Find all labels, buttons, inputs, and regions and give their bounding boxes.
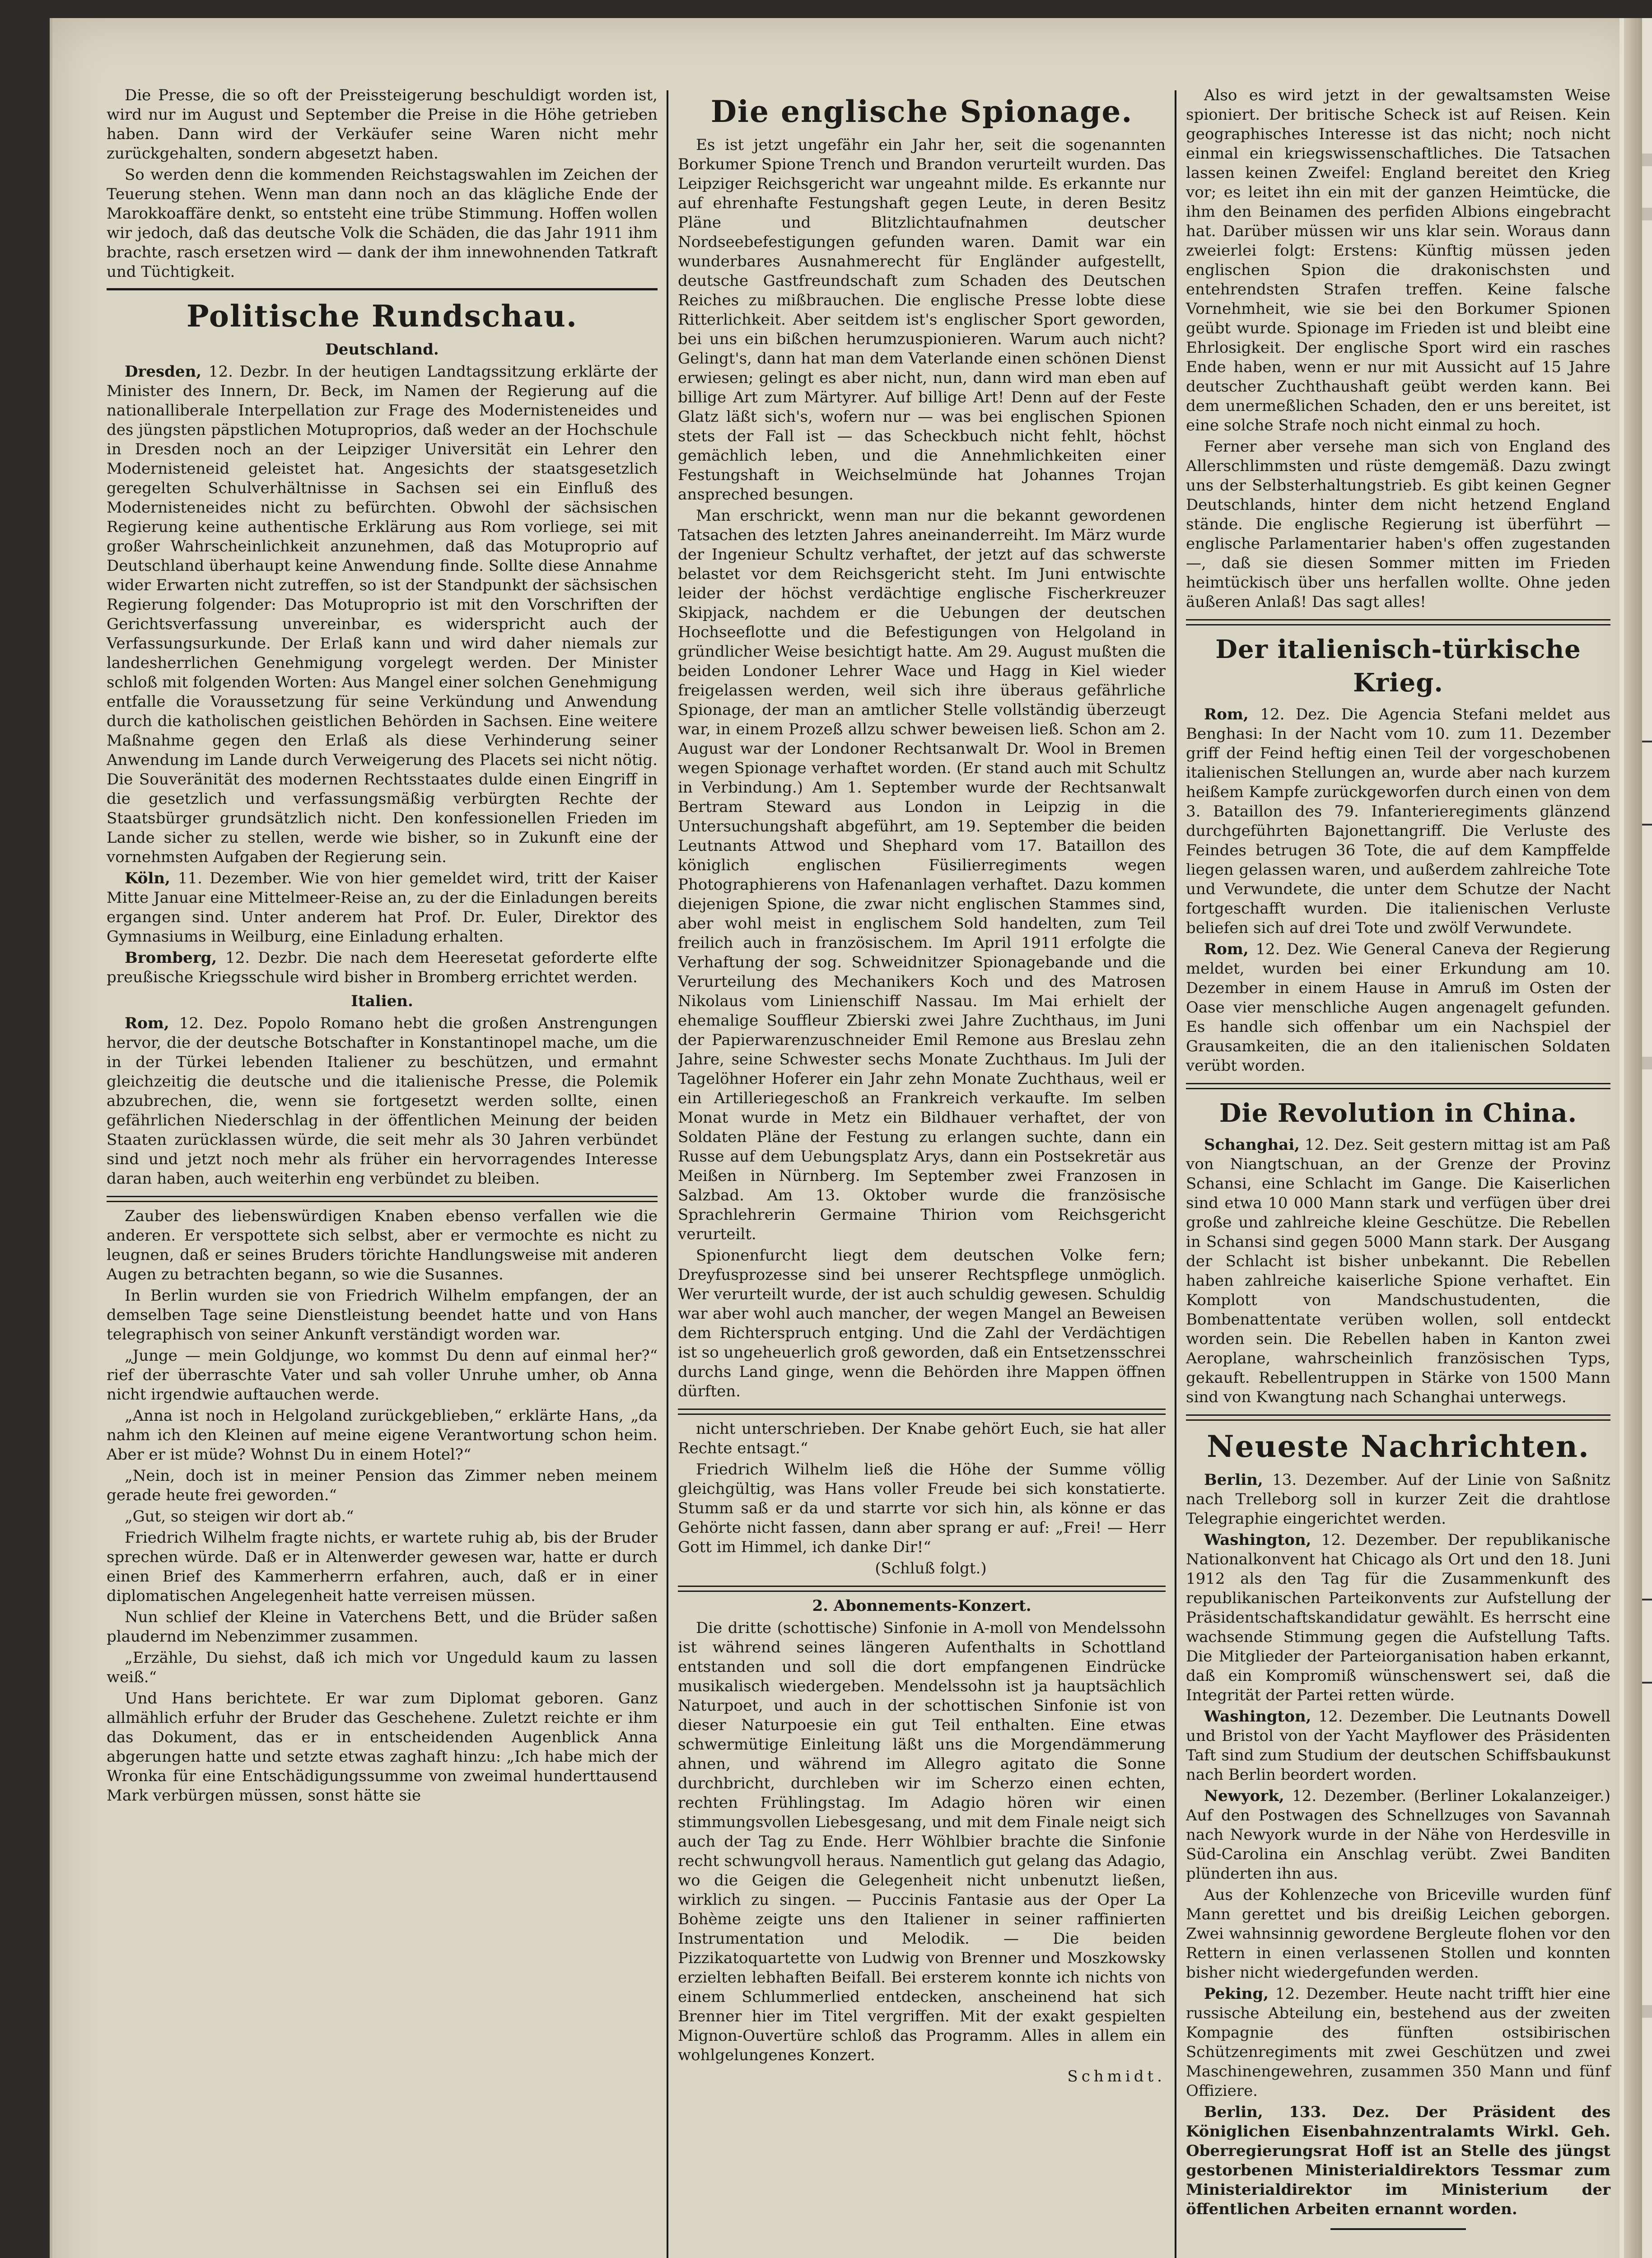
dateline: Peking, [1204,1985,1275,2003]
column-3 [1186,86,1610,2239]
dateline: Dresden, [125,363,209,381]
page-edge [1624,18,1642,2258]
section-rule [1186,1414,1610,1421]
dateline: Köln, [125,869,178,887]
feuilleton-paragraph: „Nein, doch ist in meiner Pension das Zimmer neben meinem gerade heute frei geworden.“ [107,1467,658,1504]
paragraph-text: 12. Dezember. Die Leutnants Dowell und Bristol von der Yacht Mayflower des Präsidenten Taft sind zum Studium der deutschen Schiffsbaukunst nach Berlin beordert worden. [1186,1707,1611,1784]
end-rule [1330,2228,1466,2230]
paragraph: Man erschrickt, wenn man nur die bekannt gewordenen Tatsachen des letzten Jahres aneinanderreiht. Im März wurde der Ingenieur Schultz verhaftet, der jetzt auf das schwerste belastet vor dem Reichsgericht steht. Im Juni entwischte leider der höchst verdächtige englische Fischerkreuzer Skipjack, nachdem er die Uebungen der deutschen Hochseeflotte und die Befestigungen von Helgoland in gründlicher Weise besichtigt hatte. Am 29. August mußten die beiden Londoner Lehrer Wace und Hagg in Kiel wieder freigelassen werden, weil sich ihre überaus gefährliche Spionage, der man an amtlicher Stelle vollständig überzeugt war, in einem Prozeß allzu schwer beweisen ließ. Schon am 2. August war der Londoner Rechtsanwalt Dr. Wool in Bremen wegen Spionage verhaftet worden. (Er stand auch mit Schultz in Verbindung.) Am 1. September wurde der Rechtsanwalt Bertram Steward aus London in Leipzig in die Untersuchungshaft abgeführt, am 19. September die beiden Leutnants Attwod und Shephard vom 17. Bataillon des königlich englischen Füsilierregiments wegen Photographierens von Hafenanlagen verhaftet. Dazu kommen diejenigen Spione, die zwar nicht englischen Stammes sind, aber wohl meist in englischem Sold handelten, zum Teil freilich auch in französischem. Im April 1911 erfolgte die Verhaftung der sog. Schweidnitzer Spionagebande und die Verurteilung des Mechanikers Koch und des Matrosen Nikolaus vom Linienschiff Nassau. Im Mai erhielt der ehemalige Souffleur Zbierski zwei Jahre Zuchthaus, im Juni der Papierwarenzuschneider Emil Remone aus Breslau zehn Jahre, seine Schwester sechs Monate Zuchthaus. Im Juli der Tagelöhner Hoferer ein Jahr zehn Monate Zuchthaus, weil er ein Artilleriegeschoß an Frankreich verkaufte. Im selben Monat wurde in Metz ein Bildhauer verhaftet, der von Soldaten Pläne der Festung zu erlangen suchte, dann ein Russe auf dem Uebungsplatz Arys, dann ein Postsekretär aus Meißen in Nürnberg. Im September zwei Franzosen in Salzbad. Am 13. Oktober wurde die französische Sprachlehrerin Germaine Thirion vom Reichsgericht verurteilt. [678,507,1166,1243]
paragraph-text: 12. Dez. Wie General Caneva der Regierung meldet, wurden bei einer Erkundung am 10. Dezember in einem Hause in Amruß im Osten der Oase vier menschliche Augen angenagelt gefunden. Es handle sich offenbar um ein Nachspiel der Grausamkeiten, die an den italienischen Soldaten verübt worden. [1186,940,1610,1075]
feuilleton-rule [107,1196,658,1202]
paragraph-text: 11. Dezember. Wie von hier gemeldet wird, tritt der Kaiser Mitte Januar eine Mittelmeer-Reise an, zu der die Einladungen bereits ergangen sind. Unter anderem hat Prof. Dr. Euler, Direktor des Gymnasiums in Weilburg, eine Einladung erhalten. [107,869,658,946]
news-paragraph [1186,1984,1610,2101]
italien-subheading: Italien. [351,992,413,1010]
konzert-text: Die dritte (schottische) Sinfonie in A-moll von Mendelssohn ist während seines längeren Aufenthalts in Schottland entstanden und soll die dort empfangenen Eindrücke musikalisch wiedergeben. Mendelssohn ist ja hauptsächlich Naturpoet, und auch in der schottischen Sinfonie ist von dieser Naturpoesie ein gut Teil enthalten. Eine etwas schwermütige Einleitung läßt uns die Morgendämmerung ahnen, und während im Allegro agitato die Sonne durchbricht, durchleben wir im Scherzo einen echten, rechten Frühlingstag. Im Adagio hören wir einen stimmungsvollen Liebesgesang, und mit dem Finale neigt sich auch der Tag zu Ende. Herr Wöhlbier brachte die Sinfonie recht schwungvoll heraus. Namentlich gut gelang das Adagio, wo die Geigen die Gelegenheit nicht unbenutzt ließen, wirklich zu singen. — Puccinis Fantasie aus der Oper La Bohème zeigte uns den Italiener in seiner raffinierten Instrumentation und Melodik. — Die beiden Pizzikatoquartette von Ludwig von Brenner und Moszkowsky erzielten lebhaften Beifall. Bei ersterem konnte ich nichts von einem Schlummerlied entdecken, anscheinend hat sich Brenner hier im Titel vergriffen. Mit der exakt gespielten Mignon-Ouvertüre schloß das Programm. Alles in allem ein wohlgelungenes Konzert. [678,1619,1166,2064]
news-paragraph [107,362,658,867]
paragraph-text: 12. Dez. Popolo Romano hebt die großen Anstrengungen hervor, die der deutsche Botschafter in Konstantinopel mache, um die in der Türkei lebenden Italiener zu beschützen, und ermahnt gleichzeitig die deutsche und die italienische Presse, die Polemik abzubrechen, die, wenn sie fortgesetzt werden sollte, einen gefährlichen Niederschlag in der öffentlichen Meinung der beiden Staaten zurücklassen würde, die seit mehr als 30 Jahren verbündet sind und jetzt noch mehr als früher ein hervorragendes Interesse daran haben, auch weiterhin eng verbündet zu bleiben. [107,1014,658,1188]
col3-paragraph: Ferner aber versehe man sich von England des Allerschlimmsten und rüste demgemäß. Dazu zwingt uns der Selbsterhaltungstrieb. Es gibt keinen Gegner Deutschlands, hinter dem nicht hetzend England stände. Die englische Regierung ist überführt — englische Parlamentarier haben's offen zugestanden —, daß sie diesen Sommer mitten im Frieden heimtückisch über uns herfallen wollte. Ohne jeden äußeren Anlaß! Das sagt alles! [1186,438,1610,611]
column-divider [667,90,668,2258]
col3-paragraph: Also es wird jetzt in der gewaltsamsten Weise spioniert. Der britische Scheck ist auf Reisen. Kein geographisches Interesse ist das nicht; noch nicht einmal ein kriegswissenschaftliches. Die Tatsachen lassen keinen Zweifel: England bereitet den Krieg vor; es leitet ihn ein mit der ganzen Heimtücke, die ihm den Beinamen des perfiden Albions eingebracht hat. Darüber müssen wir uns klar sein. Woraus dann zweierlei folgt: Erstens: Künftig müssen jeden englischen Spion die drakonischsten und entehrendsten Strafen treffen. Keine falsche Vornehmheit, wie sie bei den Borkumer Spionen geübt wurde. Spionage im Frieden ist und bleibt eine Ehrlosigkeit. Der englische Sport wird ein rasches Ende haben, wenn er nur mit Aussicht auf 15 Jahre deutscher Zuchthaushaft geübt werden kann. Bei dem unermeßlichen Schaden, den er uns bereitet, ist eine solche Strafe noch nicht einmal zu hoch. [1186,86,1610,434]
section-rule [1186,1083,1610,1089]
final-announcement: Berlin, 133. Dez. Der Präsident des Königlichen Eisenbahnzentralamts Wirkl. Geh. Oberregierungsrat Hoff ist an Stelle des jüngst gestorbenen Ministerialdirektors Tessmar zum Ministerialdirektor im Ministerium der öffentlichen Arbeiten ernannt worden. [1186,2103,1610,2218]
news-paragraph [1186,1885,1610,1983]
feuilleton-paragraph: „Junge — mein Goldjunge, wo kommst Du denn auf einmal her?“ rief der überraschte Vater und sah voller Unruhe umher, ob Anna nicht irgendwie auftauchen werde. [107,1347,658,1404]
dateline: Berlin, [1204,1471,1273,1489]
feuilleton-paragraph: Und Hans berichtete. Er war zum Diplomat geboren. Ganz allmählich erfuhr der Bruder das Geschehene. Zuletzt reichte er ihm das Dokument, das er in entscheidenden Augenblick Anna abgerungen hatte und setzte etwas zaghaft hinzu: „Ich habe mich der Wronka für eine Entschädigungssumme von zweimal hunderttausend Mark verbürgen müssen, sonst hätte sie [107,1689,658,1805]
spionage-text [678,135,1166,1401]
column-2 [678,86,1166,2088]
paragraph-text: 12. Dezbr. Die nach dem Heeresetat geforderte elfte preußische Kriegsschule wird bisher in Bromberg errichtet werden. [107,949,658,986]
paragraph-text: 12. Dez. Die Agencia Stefani meldet aus Benghasi: In der Nacht vom 10. zum 11. Dezember griff der Feind heftig einen Teil der vorgeschobenen italienischen Stellungen an, wurde aber nach kurzem heißem Kampfe zurückgeworfen durch einen von dem 3. Bataillon des 79. Infanterieregiments glänzend durchgeführten Bajonettangriff. Die Verluste des Feindes betrugen 36 Tote, die auf dem Kampffelde liegen gelassen waren, und außerdem zahlreiche Tote und Verwundete, die unter dem Schutze der Nacht fortgeschafft wurden. Die italienischen Verluste beliefen sich auf drei Tote und zwölf Verwundete. [1186,705,1610,937]
paragraph: Die Presse, die so oft der Preissteigerung beschuldigt worden ist, wird nur im August und September die Preise in die Höhe getrieben haben. Dann wird der Verkäufer seine Waren nicht mehr zurückgehalten, sondern abgesetzt haben. [107,86,658,163]
konzert-signature: Schmidt. [1067,2067,1166,2085]
column-1 [107,86,658,1807]
spionage-title: Die englische Spionage. [710,94,1133,129]
krieg-text [1186,705,1610,1076]
dateline: Washington, [1204,1707,1319,1726]
intro-text [107,86,658,282]
dateline: Newyork, [1204,1787,1293,1805]
news-paragraph [1186,1707,1610,1785]
section-rule [107,288,658,290]
rundschau-text [107,362,658,987]
feuilleton-paragraph: nicht unterschrieben. Der Knabe gehört Euch, sie hat aller Rechte entsagt.“ [678,1420,1166,1457]
feuilleton-paragraph: In Berlin wurden sie von Friedrich Wilhelm empfangen, der an demselben Tage seine Dienstleistung beendet hatte und von Hans telegraphisch von seiner Ankunft verständigt worden war. [107,1287,658,1344]
paragraph-text: 12. Dezbr. In der heutigen Landtagssitzung erklärte der Minister des Innern, Dr. Beck, im Namen der Regierung auf die nationalliberale Interpellation zur Frage des Modernisteneides und des jüngsten päpstlichen Motuproprios, daß weder an der Hochschule in Dresden noch an der Leipziger Universität ein Lehrer den Modernisteneid geleistet hat. Angesichts der staatsgesetzlich geregelten Schulverhältnisse in Sachsen sei ein Einfluß des Modernisteneides nicht zu befürchten. Obwohl der sächsischen Regierung keine authentische Erklärung aus Rom vorliege, sei mit großer Wahrscheinlichkeit anzunehmen, daß das Motuproprio auf Deutschland überhaupt keine Anwendung finde. Sollte diese Annahme wider Erwarten nicht zutreffen, so ist der Standpunkt der sächsischen Regierung folgender: Das Motuproprio ist mit den Vorschriften der Gerichtsverfassung unvereinbar, es widerspricht auch der Verfassungsurkunde. Der Erlaß kann und wird daher niemals zur landesherrlichen Genehmigung vorgelegt werden. Der Minister schloß mit folgenden Worten: Aus Mangel einer solchen Genehmigung entfalle die Voraussetzung für seine Verkündung und Anwendung durch die katholischen geistlichen Behörden in Sachsen. Eine weitere Maßnahme gegen den Erlaß als diese Verhinderung seiner Anwendung im Lande durch Verweigerung des Placets sei nicht nötig. Die Souveränität des modernen Rechtsstaates dulde einen Eingriff in die gesetzlich und verfassungsmäßig verbürgten Rechte der Staatsbürger grundsätzlich nicht. Den konfessionellen Frieden im Lande sicher zu stellen, werde wie bisher, so in Zukunft eine der vornehmsten Aufgaben der Regierung sein. [107,363,658,866]
feuilleton-paragraph: (Schluß folgt.) [875,1559,987,1577]
feuilleton-paragraph: Friedrich Wilhelm fragte nichts, er wartete ruhig ab, bis der Bruder sprechen würde. Daß er in Altenwerder gewesen war, hatte er durch einen Brief des Kammerherrn erfahren, auch, daß er in einer diplomatischen Angelegenheit hatte verreisen müssen. [107,1529,658,1605]
paragraph: Spionenfurcht liegt dem deutschen Volke fern; Dreyfusprozesse sind bei unserer Rechtspflege unmöglich. Wer verurteilt wurde, der ist auch schuldig gewesen. Schuldig war aber wohl auch mancher, der wegen Mangel an Beweisen dem Richterspruch entging. Und die Zahl der Verdächtigen ist so ungeheuerlich groß geworden, daß ein Entsetzensschrei durchs Land ginge, wenn die Behörden ihre Mappen öffnen dürften. [678,1246,1166,1400]
paragraph-text: 12. Dezember. Heute nacht trifft hier eine russische Abteilung ein, bestehend aus der zweiten Kompagnie des fünften ostsibirischen Schützenregiments mit zwei Geschützen und zwei Maschinengewehren, zusammen 350 Mann und fünf Offiziere. [1186,1985,1610,2100]
china-title: Die Revolution in China. [1219,1098,1577,1128]
dateline: Washington, [1204,1531,1321,1549]
feuilleton-paragraph: Zauber des liebenswürdigen Knaben ebenso verfallen wie die anderen. Er verspottete sich selbst, aber er vermochte es nicht zu leugnen, daß er seines Bruders törichte Handlungsweise mit anderen Augen zu betrachten begann, so wie die Susannes. [107,1207,658,1283]
paragraph-text: 13. Dezember. Auf der Linie von Saßnitz nach Trelleborg soll in kurzer Zeit die drahtlose Telegraphie eingerichtet werden. [1186,1471,1610,1528]
deutschland-subheading: Deutschland. [325,341,439,359]
news-paragraph [1186,705,1610,938]
news-paragraph [1186,1787,1610,1884]
news-paragraph [1186,1470,1610,1529]
paragraph-text: 12. Dez. Seit gestern mittag ist am Paß von Niangtschuan, an der Grenze der Provinz Schansi, eine Schlacht im Gange. Die Kaiserlichen sind etwa 10 000 Mann stark und verfügen über drei große und zahlreiche kleine Geschütze. Die Rebellen in Schansi sind gegen 5000 Mann stark. Der Ausgang der Schlacht ist bisher unbekannt. Die Rebellen haben zahlreiche kaiserliche Spione verhaftet. Ein Komplott von Mandschustudenten, die Bombenattentate verüben wollen, soll entdeckt worden sein. Die Rebellen haben in Kanton zwei Aeroplane, wahrscheinlich französischen Typs, gekauft. Rebellentruppen in Stärke von 1500 Mann sind von Kwangtung nach Schanghai unterwegs. [1186,1136,1610,1406]
news-paragraph [107,869,658,947]
neueste-text [1186,1470,1610,2101]
news-paragraph [107,948,658,987]
feuilleton-text [107,1207,658,1805]
feuilleton-paragraph: „Gut, so steigen wir dort ab.“ [125,1507,354,1526]
konzert-title: 2. Abonnements-Konzert. [812,1597,1031,1615]
neueste-title: Neueste Nachrichten. [1207,1429,1590,1464]
china-paragraph [1186,1135,1610,1407]
section-rule [1186,619,1610,625]
paragraph: So werden denn die kommenden Reichstagswahlen im Zeichen der Teuerung stehen. Wenn man dann noch an das klägliche Ende der Marokkoaffäre denkt, so entsteht eine trübe Stimmung. Hoffen wollen wir jedoch, daß das deutsche Volk die Schäden, die das Jahr 1911 ihm brachte, rasch ersetzen wird — dank der ihm innewohnenden Tatkraft und Tüchtigkeit. [107,166,658,281]
column-divider [1175,90,1176,2258]
feuilleton-text-2 [678,1419,1166,1578]
news-paragraph [1186,940,1610,1076]
paragraph-text: 12. Dezember. Der republikanische Nationalkonvent hat Chicago als Ort und den 18. Juni 1912 als den Tag für die Zusammenkunft des republikanischen Parteikonvents zur Aufstellung der Präsidentschaftskandidatur gewählt. Es herrscht eine wachsende Stimmung gegen die Aufstellung Tafts. Die Mitglieder der Parteiorganisation haben erkannt, daß ein Kompromiß wünschenswert sei, daß die Integrität der Partei retten würde. [1186,1531,1610,1704]
dateline: Bromberg, [125,949,226,967]
news-paragraph [1186,1530,1610,1705]
feuilleton-paragraph: Nun schlief der Kleine in Vaterchens Bett, und die Brüder saßen plaudernd im Nebenzimmer zusammen. [107,1608,658,1646]
krieg-title: Der italienisch-türkische Krieg. [1215,634,1581,698]
newspaper-page [50,18,1642,2258]
konzert-rule [678,1586,1166,1592]
paragraph: Es ist jetzt ungefähr ein Jahr her, seit die sogenannten Borkumer Spione Trench und Brandon verurteilt wurden. Das Leipziger Reichsgericht war ungeahnt milde. Es erkannte nur auf ehrenhafte Festungshaft gegen Leute, in deren Besitz Pläne und Blitzlichtaufnahmen deutscher Nordseebefestigungen gefunden waren. Damit war ein wunderbares Ausnahmerecht für Engländer aufgestellt, deutsche Gastfreundschaft zum Schaden des Deutschen Reiches zu mißbrauchen. Die englische Presse lobte diese Ritterlichkeit. Aber seitdem ist's englischer Sport geworden, bei uns ein bißchen herumzuspionieren. Warum auch nicht? Gelingt's, dann hat man dem Vaterlande einen schönen Dienst erwiesen; gelingt es aber nicht, nun, dann wird man eben auf billige Art zum Märtyrer. Auf billige Art! Denn auf der Feste Glatz läßt sich's, wofern nur — was bei englischen Spionen stets der Fall ist — das Scheckbuch nicht fehlt, höchst gemächlich leben, und die Annehmlichkeiten einer Festungshaft in Weichselmünde hat Johannes Trojan anspreched besungen. [678,136,1166,504]
feuilleton-paragraph: „Anna ist noch in Helgoland zurückgeblieben,“ erklärte Hans, „da nahm ich den Kleinen auf meine eigene Verantwortung schon heim. Aber er ist müde? Wohnst Du in einem Hotel?“ [107,1407,658,1464]
dateline: Rom, [1204,940,1256,958]
italien-paragraph [107,1014,658,1189]
feuilleton-rule [678,1409,1166,1415]
paragraph-text: 12. Dezember. (Berliner Lokalanzeiger.) Auf den Postwagen des Schnellzuges von Savannah nach Newyork wurde in der Nähe von Herdesville in Süd-Carolina ein Anschlag verübt. Zwei Banditen plünderten ihn aus. [1186,1787,1610,1883]
dateline: Rom, [125,1014,169,1032]
rundschau-title: Politische Rundschau. [187,299,578,334]
feuilleton-paragraph: Friedrich Wilhelm ließ die Höhe der Summe völlig gleichgültig, was Hans voller Freude bei sich konstatierte. Stumm saß er da und starrte vor sich hin, als könne er das Gehörte nicht fassen, dann aber sprang er auf: „Frei! — Herr Gott im Himmel, ich danke Dir!“ [678,1460,1166,1556]
feuilleton-paragraph: „Erzähle, Du siehst, daß ich mich vor Ungeduld kaum zu lassen weiß.“ [107,1649,658,1686]
dateline: Schanghai, [1204,1136,1300,1154]
paragraph-text: Aus der Kohlenzeche von Briceville wurden fünf Mann gerettet und bis dreißig Leichen geborgen. Zwei wahnsinnig gewordene Bergleute flohen vor den Rettern in einen verlassenen Stollen und konnten bisher nicht wiedergefunden werden. [1186,1886,1610,1982]
dateline: Rom, [1204,705,1260,723]
